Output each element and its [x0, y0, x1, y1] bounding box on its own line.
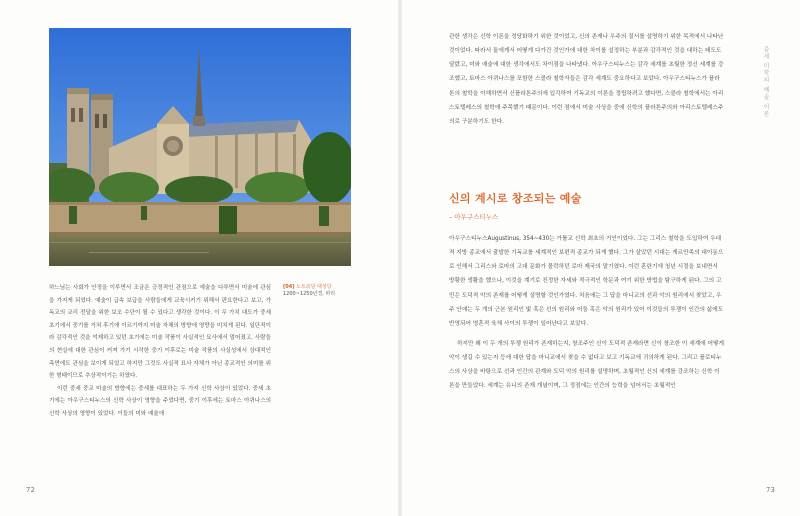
left-page-body	[49, 282, 271, 421]
left-paragraph-2: 이런 중세 중교 미술의 방향에는 중세를 대표하는 두 가지 신학 사상이 있었다. 중세 초기에는 아우구스티누스의 신학 사상이 영향을 주었다면, 중기 이후에는 토마스 아퀴나스의 신학 사상의 영향이 있었다. 이들의 미와 예술에	[49, 385, 271, 417]
photo-caption	[283, 284, 363, 298]
right-paragraph-2: 하지만 왜 이 두 개의 투쟁 원리가 존재하는지, 창조주인 신이 도덕적 존재라면 신이 창조한 이 세계에 어떻게 악이 생길 수 있는지 등에 대한 답을 마니교에서 찾을 수 없다고 보고 기독교에 귀의하게 된다. 그리고 플로티누스의 사상을 바탕으로 선과 인간의 관계와 도덕 악의 원리를 설명하며, 초월적인 신의 세계를 강조하는 신학 이론을 만들었다. 세계는 유니의 존재 개념이며, 그 정점에는 인간의 능력을 넘어서는 초월적인	[449, 340, 724, 390]
section-subheading: – 아우구스티누스	[449, 213, 499, 221]
section-heading: 신의 계시로 창조되는 예술	[449, 192, 582, 205]
right-top-paragraph: 관한 생각은 신학 이론을 정당화하기 위한 것이었고, 신의 존재나 우주의 질서를 설명하기 위한 목적에서 나타난 것이었다. 따라서 둘에게서 어떻게 다가간 것인가에 대한 차이를 설정하는 부분과 감각적인 것을 대하는 태도도 달랐고, 미와 예술에 대한 생각에서도 차이점을 나타냈다. 아우구스티누스는 감각 세계를 초월한 정신 세계를 강조했고, 토마스 아퀴나스를 포함한 스콜라 철학자들은 감각 세계도 중요하다고 보았다. 아우구스티누스가 플라톤의 철학을 이해하면서 신플라톤주의에 입각하여 기독교의 이론을 정립하려고 했다면, 스콜라 철학에서는 아리스토텔레스의 철학에 주목했기 때문이다. 이런 점에서 미술 사상을 중에 신학의 플라톤주의와 아리스토텔레스주의로 구분하기도 한다.	[449, 33, 724, 125]
right-page-number: 73	[766, 486, 775, 494]
right-page-top-text	[449, 24, 725, 135]
cathedral-photo	[49, 28, 351, 266]
right-page-body	[449, 226, 725, 399]
left-paragraph-1: 하느님는 사회가 안정을 이루면서 조금은 긍정적인 관점으로 예술을 다루면서 미술에 관심을 가지게 되었다. 예술이 급속 보급을 사람들에게 교육시키기 위해서 편요한다고 보고, 가독교의 교리 전달을 위한 보조 수단이 될 수 있다고 생각한 것이다. 이 무 가치 대도가 중세 초기에서 중기를 거쳐 후기에 이르기까지 미술 자체의 방향에 영향을 미치게 된다. 일단적이라 감각적인 것을 억제하고 있던 초기에는 미술 작품이 사실적인 묘사에서 멀어졌고, 사람들의 현실에 대한 관심이 커져 가기 시작한 중기 이후로는 미술 작품의 사실성에서 상대적인 측면에도 관심을 보이게 되었고 하지만 그것도 사실적 묘사 자체가 아닌 종교적인 의미를 위한 형태이므로 추상적이기는 하였다.	[49, 285, 271, 380]
caption-title: 노트르담 대성당	[296, 284, 332, 290]
cathedral-illustration	[49, 28, 351, 266]
caption-detail: 1200~1250년경, 파리	[283, 291, 336, 297]
running-head: 중세 미학의 예술 이론	[762, 46, 769, 118]
book-gutter	[398, 0, 402, 516]
right-paragraph-1: 아우구스티누스Augustinus, 354~430는 가톨교 신학 최초의 거인이었다. 그는 그리스 철학을 도입하여 우대적 지방 종교에서 출발한 기독교를 세계적인 보편적 종교가 되게 했다. 그가 살았던 시대는 게르만족의 대이동으로 인해서 그리스와 로마의 고대 문화가 몰락하던 로마 제국의 말기였다. 이런 혼란기에 청년 시절을 보내면서 방황한 생활을 했으나, 이것을 계기로 진정한 자세와 적극적인 학문과 여기 위한 방법을 탐구하게 된다. 그의 고민은 도덕적 악의 존재를 어떻게 설명할 것인가였다. 처음에는 그 답을 마니교의 선과 악의 원리에서 찾았고, 우주 안에는 두 개의 근본 원리인 빛 혹은 선의 원리와 어둠 혹은 악의 원리가 있어 이것들의 투쟁이 인간의 삶에도 반영되어 영혼적 육체 사이의 투쟁이 일어난다고 보았다.	[449, 235, 724, 327]
caption-tag: [04]	[283, 284, 295, 290]
left-page-number: 72	[26, 486, 35, 494]
section-header	[449, 190, 729, 221]
